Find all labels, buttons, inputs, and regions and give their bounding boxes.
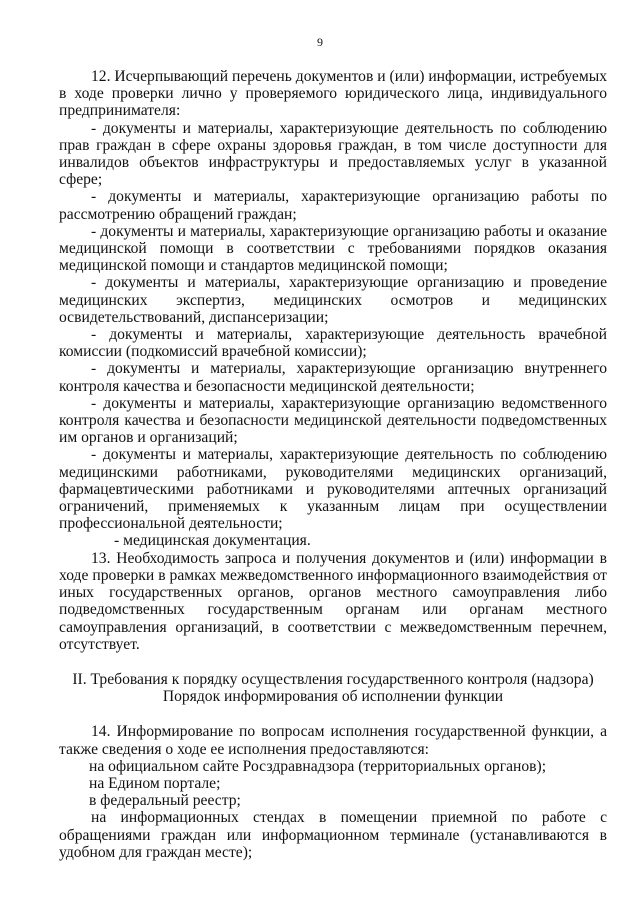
section-title: II. Требования к порядку осуществления государственного контроля (надзора) [72, 670, 594, 688]
list-item: - документы и материалы, характеризующие организацию внутреннего контроля качества и безопасности медицинской деятельности; [59, 360, 607, 395]
list-item: - документы и материалы, характеризующие организацию и проведение медицинских экспертиз, медицинских осмотров и медицинских освидетельствований, диспансеризации; [59, 274, 607, 326]
list-item: - документы и материалы, характеризующие деятельность по соблюдению прав граждан в сфере охраны здоровья граждан, в том числе доступности для инвалидов объектов инфраструктуры и предоставляемых услуг в указанной сфере; [59, 119, 607, 189]
list-item: - документы и материалы, характеризующие организацию работы по рассмотрению обращений граждан; [59, 188, 607, 223]
list-item: в федеральный реестр; [89, 792, 241, 810]
paragraph-12: 12. Исчерпывающий перечень документов и (или) информации, истребуемых в ходе проверки лично у проверяемого юридического лица, индивидуального предпринимателя: [59, 68, 607, 120]
list-item: - документы и материалы, характеризующие деятельность врачебной комиссии (подкомиссий врачебной комиссии); [59, 326, 607, 361]
list-item: на информационных стендах в помещении приемной по работе с обращениями граждан или информационном терминале (устанавливаются в удобном для граждан месте); [59, 809, 607, 861]
document-body [59, 68, 607, 861]
section-subtitle: Порядок информирования об исполнении функции [162, 688, 504, 706]
list-item: - документы и материалы, характеризующие деятельность по соблюдению медицинскими работниками, руководителями медицинских организаций, фармацевтическими работниками и руководителями аптечных организаций ограничений, применяемых к указанным лицам при осуществлении профессиональной деятельности; [59, 446, 607, 533]
paragraph-13: 13. Необходимость запроса и получения документов и (или) информации в ходе проверки в рамках межведомственного информационного взаимодействия от иных государственных органов, органов местного самоуправления либо подведомственных государственным органам или органам местного самоуправления организаций, в соответствии с межведомственным перечнем, отсутствует. [59, 549, 607, 653]
list-item: на Едином портале; [89, 774, 221, 792]
list-item: - документы и материалы, характеризующие организацию ведомственного контроля качества и безопасности медицинской деятельности подведомственных им органов и организаций; [59, 394, 607, 447]
paragraph-14: 14. Информирование по вопросам исполнения государственной функции, а также сведения о ходе ее исполнения предоставляются: [59, 723, 607, 758]
page-number: 9 [317, 35, 323, 49]
list-item: - документы и материалы, характеризующие организацию работы и оказание медицинской помощи в соответствии с требованиями порядков оказания медицинской помощи и стандартов медицинской помощи; [59, 222, 607, 275]
list-item: на официальном сайте Росздравнадзора (территориальных органов); [89, 757, 547, 775]
list-item: - медицинская документация. [114, 532, 311, 550]
